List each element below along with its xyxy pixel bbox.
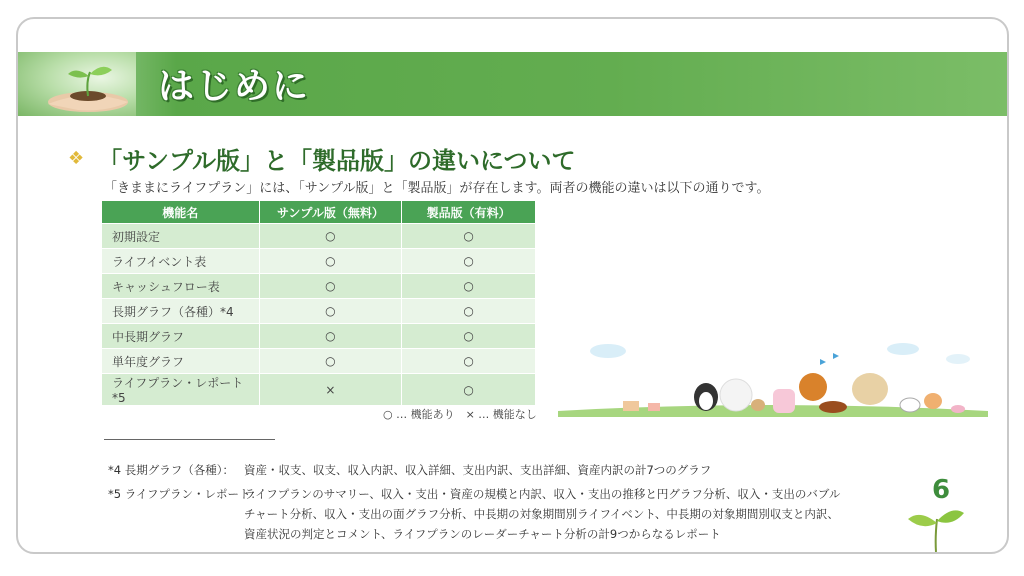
product-mark: ○ [402,299,536,324]
feature-name: キャッシュフロー表 [102,274,260,299]
feature-name: ライフプラン・レポート *5 [102,374,260,406]
table-row [102,224,536,249]
table-row [102,299,536,324]
table-row [102,374,536,406]
page-title: はじめに [158,66,311,107]
table-row [102,349,536,374]
product-mark: ○ [402,324,536,349]
product-mark: ○ [402,249,536,274]
product-mark: ○ [402,224,536,249]
sample-mark: ○ [259,274,402,299]
slide [16,17,1009,554]
feature-name: ライフイベント表 [102,249,260,274]
product-mark: ○ [402,374,536,406]
sample-mark: × [259,374,402,406]
feature-name: 初期設定 [102,224,260,249]
pets-illustration [558,329,988,419]
footnote-5-line-3: 資産状況の判定とコメント、ライフプランのレーダーチャート分析の計9つからなるレポート [244,527,721,541]
sprout-icon [906,497,966,552]
footnote-5-line-1: ライフプランのサマリー、収入・支出・資産の規模と内訳、収入・支出の推移と円グラフ分析、収入・支出のバブル [244,487,841,501]
feature-name: 中長期グラフ [102,324,260,349]
sample-mark: ○ [259,349,402,374]
header-sample-version: サンプル版（無料） [259,201,402,224]
table-row [102,274,536,299]
seedling-hands-image [18,52,136,116]
section-heading-text: 「サンプル版」と「製品版」の違いについて [98,147,576,175]
header-feature-name: 機能名 [102,201,260,224]
title-banner [18,52,1007,116]
footnote-4-text: 資産・収支、収支、収入内訳、収入詳細、支出内訳、支出詳細、資産内訳の計7つのグラフ [244,463,712,477]
intro-text: 「きままにライフプラン」には、「サンプル版」と「製品版」が存在します。両者の機能の違いは以下の通りです。 [104,181,770,196]
diamond-bullet-icon: ❖ [68,148,85,169]
table-header-row [102,201,536,224]
sample-mark: ○ [259,324,402,349]
footnote-5-label: *5 ライフプラン・レポート： [108,487,263,501]
sample-mark: ○ [259,299,402,324]
product-mark: ○ [402,274,536,299]
feature-name: 長期グラフ（各種）*4 [102,299,260,324]
page-number: 6 [932,475,951,505]
footnote-5-line-2: チャート分析、収入・支出の面グラフ分析、中長期の対象期間別ライフイベント、中長期の対象期間別収支と内訳、 [244,507,839,521]
feature-name: 単年度グラフ [102,349,260,374]
table-row [102,324,536,349]
footnote-4-label: *4 長期グラフ（各種）： [108,463,234,477]
feature-comparison-table [101,200,536,406]
sample-mark: ○ [259,224,402,249]
product-mark: ○ [402,349,536,374]
footnote-divider [104,439,275,440]
table-row [102,249,536,274]
table-legend: ○ … 機能あり × … 機能なし [383,408,537,421]
header-product-version: 製品版（有料） [402,201,536,224]
section-heading [68,141,576,176]
sample-mark: ○ [259,249,402,274]
